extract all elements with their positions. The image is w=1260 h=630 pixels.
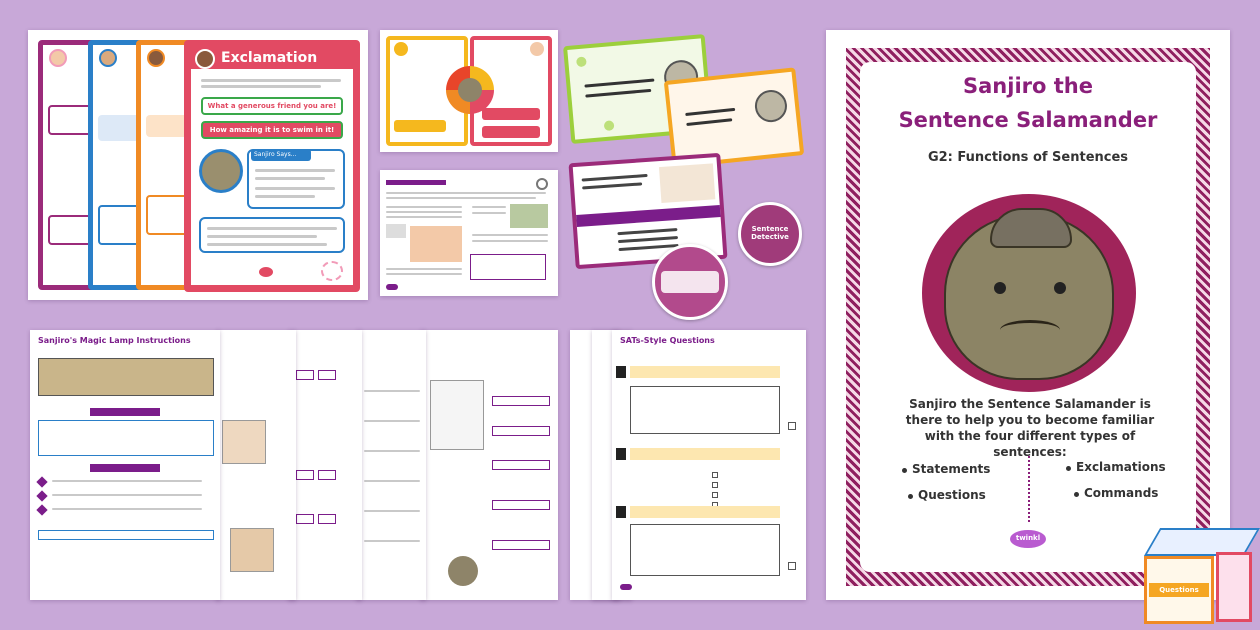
clover-icon bbox=[604, 120, 615, 131]
worksheet-title: Sanjiro's Magic Lamp Instructions bbox=[38, 336, 191, 345]
avatar bbox=[195, 49, 215, 69]
poster-exclamation bbox=[184, 40, 360, 292]
avatar bbox=[99, 49, 117, 67]
salamander-icon bbox=[458, 78, 482, 102]
poster-example-2: How amazing it is to swim in it! bbox=[201, 121, 343, 139]
bullet-icon bbox=[1074, 492, 1079, 497]
sentence-cube bbox=[1140, 528, 1256, 628]
people-image bbox=[659, 163, 715, 203]
cover-title-1: Sanjiro the bbox=[963, 74, 1093, 98]
salamander-icon bbox=[753, 88, 788, 123]
badge-circle-dark bbox=[738, 202, 802, 266]
worksheet-5 bbox=[288, 330, 362, 600]
landscape-image bbox=[510, 204, 548, 228]
checkbox[interactable] bbox=[712, 492, 718, 498]
cover-page bbox=[826, 30, 1230, 600]
cube-front bbox=[1144, 556, 1214, 624]
cube-side bbox=[1216, 552, 1252, 622]
speech-bubble: Sanjiro Says... bbox=[247, 149, 345, 209]
checkbox[interactable] bbox=[788, 562, 796, 570]
cover-description: Sanjiro the Sentence Salamander is there to help you to become familiar with the four different types of sentences: bbox=[905, 397, 1155, 459]
cover-title-2: Sentence Salamander bbox=[898, 108, 1158, 132]
bullet-icon bbox=[36, 490, 47, 501]
salamander-icon bbox=[448, 556, 478, 586]
teacher-image bbox=[222, 420, 266, 464]
poster-example-1: What a generous friend you are! bbox=[201, 97, 343, 115]
avatar bbox=[49, 49, 67, 67]
worksheet-magic-lamp bbox=[30, 330, 220, 600]
bullet-icon bbox=[908, 494, 913, 499]
question-number bbox=[616, 366, 626, 378]
poster-note bbox=[199, 217, 345, 253]
bullet-icon bbox=[1066, 466, 1071, 471]
avatar bbox=[394, 42, 408, 56]
cube-label: Questions bbox=[1149, 583, 1209, 597]
avatar bbox=[530, 42, 544, 56]
bullet-icon bbox=[36, 504, 47, 515]
comic-strip-image bbox=[38, 358, 214, 396]
activity-sheet bbox=[380, 30, 558, 152]
twinkl-logo-icon: twinkl bbox=[1010, 530, 1046, 548]
checkbox[interactable] bbox=[788, 422, 796, 430]
badge-label: Sentence Detective bbox=[751, 225, 789, 241]
mouth bbox=[1000, 320, 1060, 340]
twinkl-logo-icon bbox=[620, 584, 632, 590]
bullet-icon bbox=[902, 468, 907, 473]
hat bbox=[990, 208, 1072, 248]
reading-sheet bbox=[380, 170, 558, 296]
sentence-type-exclamations: Exclamations bbox=[1076, 460, 1166, 474]
spinner-circle bbox=[446, 66, 494, 114]
question-number bbox=[616, 448, 626, 460]
worksheet-7 bbox=[420, 330, 558, 600]
sats-sheet bbox=[612, 330, 806, 600]
eye-icon bbox=[1054, 282, 1066, 294]
avatar bbox=[147, 49, 165, 67]
salamander-face bbox=[944, 214, 1114, 380]
flash-card-orange bbox=[664, 67, 804, 168]
worksheet-title: SATs-Style Questions bbox=[620, 336, 715, 345]
twinkl-logo-icon bbox=[259, 267, 273, 277]
clover-icon bbox=[576, 56, 587, 67]
checkbox[interactable] bbox=[712, 482, 718, 488]
house-image bbox=[430, 380, 484, 450]
salamander-image bbox=[199, 149, 243, 193]
divider bbox=[1028, 456, 1030, 522]
flower-icon bbox=[321, 261, 343, 281]
worksheet-4 bbox=[216, 330, 296, 600]
poster-title: Exclamation bbox=[221, 50, 318, 66]
eye-icon bbox=[994, 282, 1006, 294]
sentence-type-statements: Statements bbox=[912, 462, 991, 476]
cover-subtitle: G2: Functions of Sentences bbox=[927, 150, 1129, 165]
sentence-type-commands: Commands bbox=[1084, 486, 1159, 500]
sentence-type-questions: Questions bbox=[918, 488, 986, 502]
girl-image bbox=[230, 528, 274, 572]
children-image bbox=[410, 226, 462, 262]
badge-circle-light bbox=[652, 244, 728, 320]
twinkl-logo-icon bbox=[386, 284, 398, 290]
question-number bbox=[616, 506, 626, 518]
worksheet-6 bbox=[356, 330, 426, 600]
checkbox[interactable] bbox=[712, 472, 718, 478]
bullet-icon bbox=[36, 476, 47, 487]
